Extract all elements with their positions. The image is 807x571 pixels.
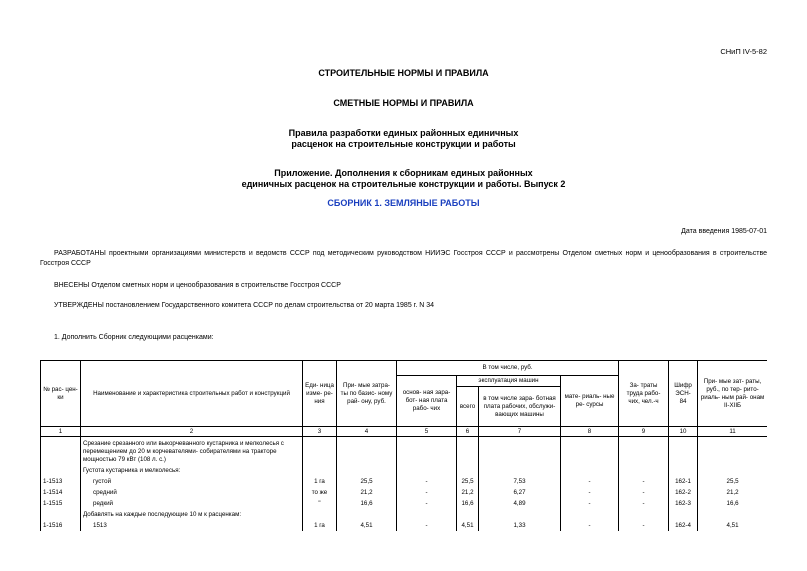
effective-date: Дата введения 1985-07-01	[681, 228, 767, 235]
collection-title: СБОРНИК 1. ЗЕМЛЯНЫЕ РАБОТЫ	[327, 198, 480, 208]
document-code: СНиП IV-5-82	[720, 47, 767, 56]
appendix-title: Приложение. Дополнения к сборникам единых районных единичных расценок на строительные конструкции и работы. Выпуск 2	[241, 168, 566, 189]
header-machines-total: всего	[457, 387, 479, 427]
column-number: 10	[669, 427, 698, 437]
header-other-regions: При- мые зат- раты, руб., по тер- рито- риаль- ным рай- онам II-XIIБ	[698, 361, 767, 427]
rules-title: Правила разработки единых районных единичных расценок на строительные конструкции и работы	[288, 128, 519, 149]
column-number: 3	[303, 427, 337, 437]
subtitle: СМЕТНЫЕ НОРМЫ И ПРАВИЛА	[333, 98, 474, 108]
column-number: 2	[81, 427, 303, 437]
column-number: 6	[457, 427, 479, 437]
header-main-wage: основ- ная зара- бот- ная плата рабо- чих	[397, 376, 457, 427]
table-row: 1-1516 1513 1 га 4,51 - 4,51 1,33 - - 162-4 4,51	[41, 520, 768, 531]
group-label: Густота кустарника и мелколесья:	[81, 465, 303, 476]
introduced-paragraph: ВНЕСЕНЫ Отделом сметных норм и ценообразования в строительстве Госстроя СССР	[54, 282, 341, 289]
rates-table	[40, 360, 767, 531]
header-unit: Еди- ница изме- ре- ния	[303, 361, 337, 427]
column-number: 11	[698, 427, 767, 437]
column-number: 1	[41, 427, 81, 437]
column-number: 9	[619, 427, 669, 437]
rates-table-container	[40, 360, 767, 571]
table-row: 1-1515 редкий " 16,6 - 16,6 4,89 - - 162-3 16,6	[41, 498, 768, 509]
column-number: 4	[337, 427, 397, 437]
column-number: 5	[397, 427, 457, 437]
header-base-cost: При- мые затра- ты по базис- ному рай- ону, руб.	[337, 361, 397, 427]
developed-paragraph: РАЗРАБОТАНЫ проектными организациями министерств и ведомств СССР под методическим руководством НИИЭС Госстроя СССР и рассмотрены Отделом сметных норм и ценообразования в строительстве Госстроя СССР	[40, 250, 767, 267]
header-name: Наименование и характеристика строительных работ и конструкций	[81, 361, 303, 427]
header-machines: эксплуатация машин	[457, 376, 561, 387]
approved-paragraph: УТВЕРЖДЕНЫ постановлением Государственного комитета СССР по делам строительства от 20 марта 1985 г. N 34	[54, 302, 435, 309]
table-row: 1-1514 средний то же 21,2 - 21,2 6,27 - - 162-2 21,2	[41, 487, 768, 498]
add-label: Добавлять на каждые последующие 10 м к расценкам:	[81, 509, 303, 520]
header-code: Шифр ЭСН- 84	[669, 361, 698, 427]
header-machines-wage: в том числе зара- ботная плата рабочих, обслужи- вающих машины	[479, 387, 561, 427]
column-number: 8	[561, 427, 619, 437]
main-title: СТРОИТЕЛЬНЫЕ НОРМЫ И ПРАВИЛА	[318, 68, 489, 78]
column-number: 7	[479, 427, 561, 437]
work-description: Срезание срезанного или выкорчеванного кустарника и мелколесья с перемещением до 20 м корчевателями- собирателями на тракторе мощностью 79 кВт (108 л. с.)	[81, 437, 303, 466]
header-num: № рас- цен- ки	[41, 361, 81, 427]
header-materials: мате- риаль- ные ре- сурсы	[561, 376, 619, 427]
table-row: 1-1513 густой 1 га 25,5 - 25,5 7,53 - - 162-1 25,5	[41, 476, 768, 487]
header-labor: За- траты труда рабо- чих, чел.-ч	[619, 361, 669, 427]
supplement-paragraph: 1. Дополнить Сборник следующими расценками:	[54, 334, 214, 341]
header-including: В том числе, руб.	[397, 361, 619, 376]
